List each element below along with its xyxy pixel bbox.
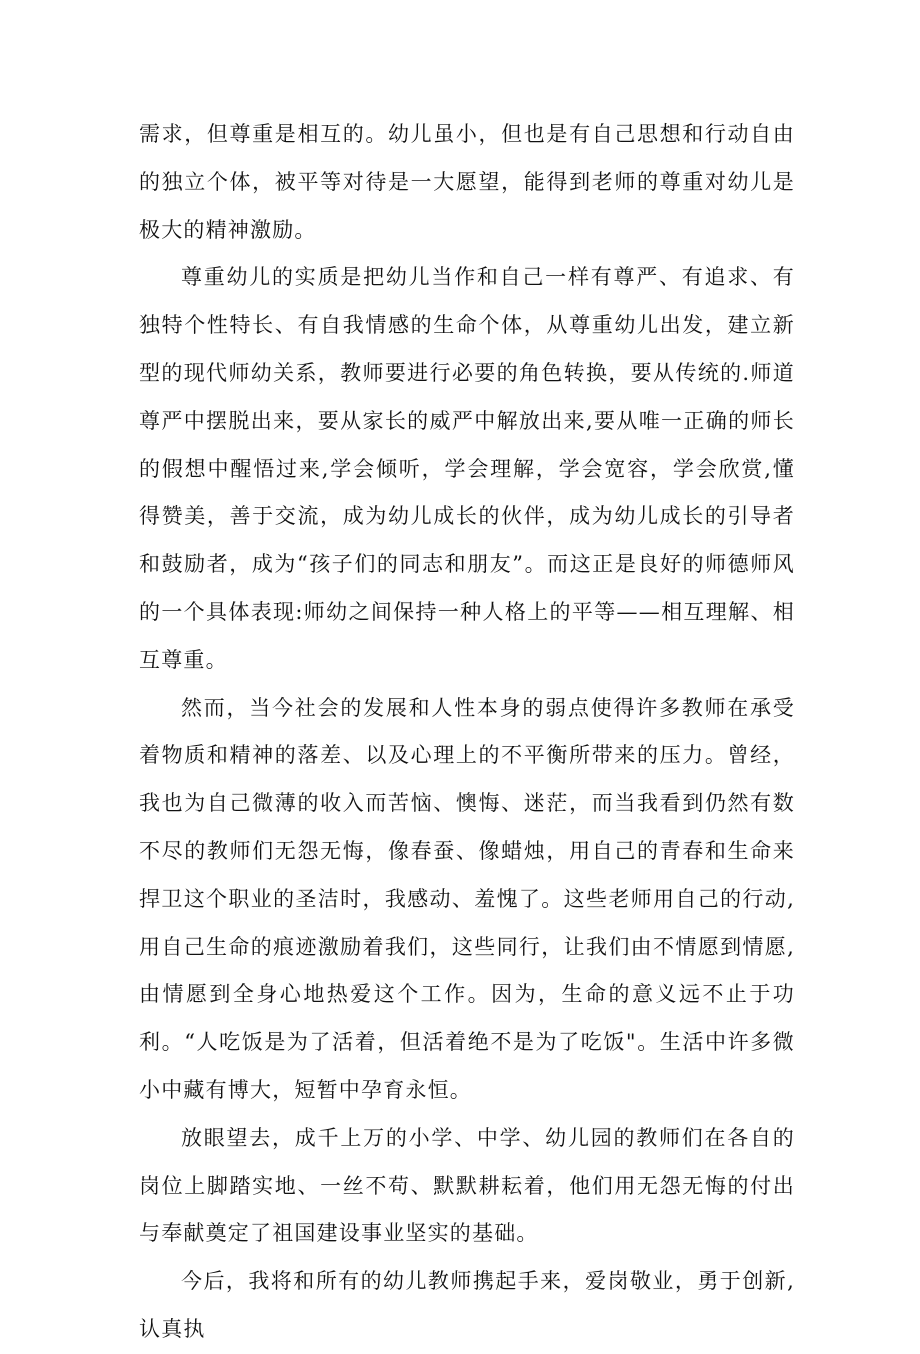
- paragraph-3: 然而，当今社会的发展和人性本身的弱点使得许多教师在承受着物质和精神的落差、以及心理上的不平衡所带来的压力。曾经，我也为自己微薄的收入而苦恼、懊悔、迷茫，而当我看到仍然有数不尽的教师们无怨无悔，像春蚕、像蜡烛，用自己的青春和生命来捍卫这个职业的圣洁时，我感动、羞愧了。这些老师用自己的行动,用自己生命的痕迹激励着我们，这些同行，让我们由不情愿到情愿,由情愿到全身心地热爱这个工作。因为，生命的意义远不止于功利。“人吃饭是为了活着，但活着绝不是为了吃饭"。生活中许多微小中藏有博大，短暂中孕育永恒。: [139, 695, 795, 1102]
- paragraph-4: 放眼望去，成千上万的小学、中学、幼儿园的教师们在各自的岗位上脚踏实地、一丝不苟、默默耕耘着，他们用无怨无悔的付出与奉献奠定了祖国建设事业坚实的基础。: [139, 1125, 795, 1246]
- paragraph-5: 今后，我将和所有的幼儿教师携起手来，爱岗敬业，勇于创新,认真执: [139, 1269, 795, 1341]
- paragraph-2: 尊重幼儿的实质是把幼儿当作和自己一样有尊严、有追求、有独特个性特长、有自我情感的生命个体，从尊重幼儿出发，建立新型的现代师幼关系，教师要进行必要的角色转换，要从传统的.师道尊严中摆脱出来，要从家长的威严中解放出来,要从唯一正确的师长的假想中醒悟过来,学会倾听，学会理解，学会宽容，学会欣赏,懂得赞美，善于交流，成为幼儿成长的伙伴，成为幼儿成长的引导者和鼓励者，成为“孩子们的同志和朋友”。而这正是良好的师德师风的一个具体表现:师幼之间保持一种人格上的平等——相互理解、相互尊重。: [139, 265, 795, 672]
- paragraph-1: 需求，但尊重是相互的。幼儿虽小，但也是有自己思想和行动自由的独立个体，被平等对待是一大愿望，能得到老师的尊重对幼儿是极大的精神激励。: [139, 122, 795, 242]
